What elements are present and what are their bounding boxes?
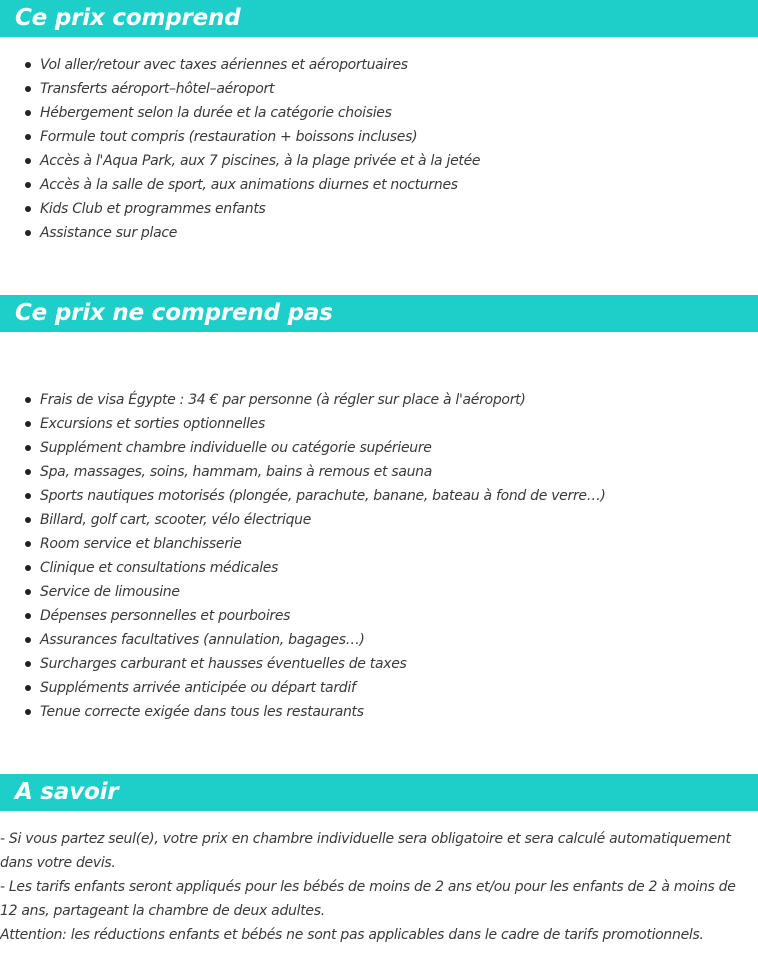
included-item: Kids Club et programmes enfants <box>0 197 480 221</box>
not-included-item: Supplément chambre individuelle ou catégorie supérieure <box>0 436 606 460</box>
info-note-promo-warning: Attention: les réductions enfants et bébés ne sont pas applicables dans le cadre de tarifs promotionnels. <box>0 927 704 943</box>
not-included-item: Room service et blanchisserie <box>0 532 606 556</box>
not-included-item: Billard, golf cart, scooter, vélo électrique <box>0 508 606 532</box>
included-item: Assistance sur place <box>0 221 480 245</box>
not-included-item: Suppléments arrivée anticipée ou départ tardif <box>0 676 606 700</box>
included-item: Vol aller/retour avec taxes aériennes et aéroportuaires <box>0 53 480 77</box>
included-item: Accès à la salle de sport, aux animations diurnes et nocturnes <box>0 173 480 197</box>
info-note-child-rates: - Les tarifs enfants seront appliqués pour les bébés de moins de 2 ans et/ou pour les enfants de 2 à moins de 12 ans, partageant la chambre de deux adultes. <box>0 879 736 919</box>
not-included-item: Sports nautiques motorisés (plongée, parachute, banane, bateau à fond de verre…) <box>0 484 606 508</box>
included-item: Accès à l'Aqua Park, aux 7 piscines, à la plage privée et à la jetée <box>0 149 480 173</box>
not-included-item: Frais de visa Égypte : 34 € par personne (à régler sur place à l'aéroport) <box>0 388 606 412</box>
included-item: Hébergement selon la durée et la catégorie choisies <box>0 101 480 125</box>
not-included-item: Service de limousine <box>0 580 606 604</box>
not-included-item: Dépenses personnelles et pourboires <box>0 604 606 628</box>
info-section-title: A savoir <box>15 779 119 805</box>
info-section-header <box>0 774 758 811</box>
info-notes <box>0 827 756 947</box>
not-included-item: Spa, massages, soins, hammam, bains à remous et sauna <box>0 460 606 484</box>
not-included-item: Tenue correcte exigée dans tous les restaurants <box>0 700 606 724</box>
not-included-item: Assurances facultatives (annulation, bagages…) <box>0 628 606 652</box>
not-included-list <box>0 388 606 724</box>
not-included-section-title: Ce prix ne comprend pas <box>15 300 333 326</box>
info-note-solo-traveler: - Si vous partez seul(e), votre prix en chambre individuelle sera obligatoire et sera calculé automatiquement dans votre devis. <box>0 831 731 871</box>
included-list <box>0 53 480 245</box>
included-item: Transferts aéroport–hôtel–aéroport <box>0 77 480 101</box>
included-item: Formule tout compris (restauration + boissons incluses) <box>0 125 480 149</box>
not-included-section-header <box>0 295 758 332</box>
not-included-item: Surcharges carburant et hausses éventuelles de taxes <box>0 652 606 676</box>
not-included-item: Excursions et sorties optionnelles <box>0 412 606 436</box>
not-included-item: Clinique et consultations médicales <box>0 556 606 580</box>
included-section-header <box>0 0 758 37</box>
included-section-title: Ce prix comprend <box>15 5 241 31</box>
